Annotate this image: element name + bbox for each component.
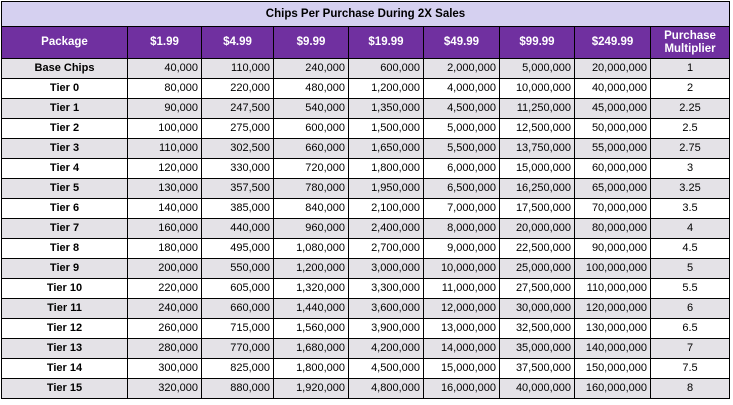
chips-cell: 770,000 bbox=[202, 339, 274, 359]
column-header-price-99-99: $99.99 bbox=[500, 27, 575, 59]
chips-cell: 840,000 bbox=[274, 199, 349, 219]
chips-cell: 2,100,000 bbox=[349, 199, 424, 219]
table-row bbox=[2, 179, 730, 199]
chips-cell: 30,000,000 bbox=[500, 299, 575, 319]
chips-cell: 90,000,000 bbox=[575, 239, 651, 259]
chips-cell: 22,500,000 bbox=[500, 239, 575, 259]
chips-cell: 70,000,000 bbox=[575, 199, 651, 219]
chips-cell: 550,000 bbox=[202, 259, 274, 279]
chips-cell: 600,000 bbox=[274, 119, 349, 139]
table-row bbox=[2, 59, 730, 79]
chips-cell: 660,000 bbox=[274, 139, 349, 159]
chips-cell: 12,000,000 bbox=[424, 299, 500, 319]
chips-cell: 7,000,000 bbox=[424, 199, 500, 219]
column-header-price-4-99: $4.99 bbox=[202, 27, 274, 59]
package-cell: Tier 3 bbox=[2, 139, 128, 159]
chips-cell: 14,000,000 bbox=[424, 339, 500, 359]
package-cell: Tier 2 bbox=[2, 119, 128, 139]
table-row bbox=[2, 219, 730, 239]
multiplier-cell: 5.5 bbox=[651, 279, 730, 299]
multiplier-cell: 2.25 bbox=[651, 99, 730, 119]
chips-cell: 13,000,000 bbox=[424, 319, 500, 339]
package-cell: Base Chips bbox=[2, 59, 128, 79]
chips-cell: 15,000,000 bbox=[500, 159, 575, 179]
multiplier-cell: 2.5 bbox=[651, 119, 730, 139]
chips-cell: 1,350,000 bbox=[349, 99, 424, 119]
chips-cell: 65,000,000 bbox=[575, 179, 651, 199]
package-cell: Tier 15 bbox=[2, 379, 128, 399]
table-row bbox=[2, 299, 730, 319]
chips-cell: 540,000 bbox=[274, 99, 349, 119]
multiplier-cell: 5 bbox=[651, 259, 730, 279]
chips-cell: 357,500 bbox=[202, 179, 274, 199]
chips-per-purchase-table bbox=[1, 1, 730, 399]
package-cell: Tier 4 bbox=[2, 159, 128, 179]
multiplier-cell: 7 bbox=[651, 339, 730, 359]
multiplier-cell: 2 bbox=[651, 79, 730, 99]
header-row bbox=[2, 27, 730, 59]
chips-cell: 320,000 bbox=[128, 379, 202, 399]
chips-cell: 35,000,000 bbox=[500, 339, 575, 359]
chips-cell: 160,000,000 bbox=[575, 379, 651, 399]
table-row bbox=[2, 339, 730, 359]
chips-cell: 220,000 bbox=[128, 279, 202, 299]
chips-cell: 330,000 bbox=[202, 159, 274, 179]
chips-cell: 13,750,000 bbox=[500, 139, 575, 159]
chips-cell: 27,500,000 bbox=[500, 279, 575, 299]
multiplier-cell: 4.5 bbox=[651, 239, 730, 259]
chips-cell: 3,900,000 bbox=[349, 319, 424, 339]
chips-cell: 5,500,000 bbox=[424, 139, 500, 159]
chips-cell: 110,000 bbox=[202, 59, 274, 79]
chips-cell: 480,000 bbox=[274, 79, 349, 99]
multiplier-cell: 3 bbox=[651, 159, 730, 179]
table-row bbox=[2, 319, 730, 339]
table-body bbox=[2, 59, 730, 399]
table-row bbox=[2, 119, 730, 139]
chips-cell: 50,000,000 bbox=[575, 119, 651, 139]
package-cell: Tier 6 bbox=[2, 199, 128, 219]
table-row bbox=[2, 199, 730, 219]
chips-cell: 780,000 bbox=[274, 179, 349, 199]
chips-cell: 80,000,000 bbox=[575, 219, 651, 239]
chips-cell: 240,000 bbox=[274, 59, 349, 79]
table-row bbox=[2, 239, 730, 259]
chips-cell: 1,950,000 bbox=[349, 179, 424, 199]
table-title: Chips Per Purchase During 2X Sales bbox=[2, 2, 730, 27]
chips-cell: 1,920,000 bbox=[274, 379, 349, 399]
chips-cell: 280,000 bbox=[128, 339, 202, 359]
chips-cell: 130,000,000 bbox=[575, 319, 651, 339]
chips-cell: 825,000 bbox=[202, 359, 274, 379]
chips-cell: 605,000 bbox=[202, 279, 274, 299]
chips-cell: 130,000 bbox=[128, 179, 202, 199]
chips-cell: 880,000 bbox=[202, 379, 274, 399]
chips-cell: 16,000,000 bbox=[424, 379, 500, 399]
chips-cell: 60,000,000 bbox=[575, 159, 651, 179]
chips-cell: 16,250,000 bbox=[500, 179, 575, 199]
column-header-price-49-99: $49.99 bbox=[424, 27, 500, 59]
chips-cell: 440,000 bbox=[202, 219, 274, 239]
chips-cell: 247,500 bbox=[202, 99, 274, 119]
chips-cell: 100,000,000 bbox=[575, 259, 651, 279]
chips-cell: 10,000,000 bbox=[424, 259, 500, 279]
chips-cell: 1,560,000 bbox=[274, 319, 349, 339]
chips-cell: 5,000,000 bbox=[500, 59, 575, 79]
chips-cell: 1,800,000 bbox=[349, 159, 424, 179]
table-row bbox=[2, 159, 730, 179]
chips-cell: 1,680,000 bbox=[274, 339, 349, 359]
chips-cell: 11,000,000 bbox=[424, 279, 500, 299]
package-cell: Tier 5 bbox=[2, 179, 128, 199]
chips-cell: 150,000,000 bbox=[575, 359, 651, 379]
chips-cell: 2,700,000 bbox=[349, 239, 424, 259]
chips-cell: 15,000,000 bbox=[424, 359, 500, 379]
chips-cell: 1,800,000 bbox=[274, 359, 349, 379]
chips-cell: 17,500,000 bbox=[500, 199, 575, 219]
chips-cell: 302,500 bbox=[202, 139, 274, 159]
chips-cell: 1,650,000 bbox=[349, 139, 424, 159]
chips-cell: 20,000,000 bbox=[500, 219, 575, 239]
chips-cell: 120,000 bbox=[128, 159, 202, 179]
chips-cell: 4,800,000 bbox=[349, 379, 424, 399]
chips-cell: 5,000,000 bbox=[424, 119, 500, 139]
package-cell: Tier 0 bbox=[2, 79, 128, 99]
chips-cell: 1,500,000 bbox=[349, 119, 424, 139]
chips-cell: 120,000,000 bbox=[575, 299, 651, 319]
chips-cell: 1,200,000 bbox=[349, 79, 424, 99]
chips-cell: 200,000 bbox=[128, 259, 202, 279]
package-cell: Tier 13 bbox=[2, 339, 128, 359]
package-cell: Tier 7 bbox=[2, 219, 128, 239]
chips-cell: 715,000 bbox=[202, 319, 274, 339]
table-row bbox=[2, 79, 730, 99]
chips-cell: 960,000 bbox=[274, 219, 349, 239]
package-cell: Tier 14 bbox=[2, 359, 128, 379]
chips-cell: 80,000 bbox=[128, 79, 202, 99]
chips-cell: 720,000 bbox=[274, 159, 349, 179]
chips-cell: 110,000,000 bbox=[575, 279, 651, 299]
chips-cell: 8,000,000 bbox=[424, 219, 500, 239]
chips-cell: 220,000 bbox=[202, 79, 274, 99]
chips-cell: 9,000,000 bbox=[424, 239, 500, 259]
chips-cell: 20,000,000 bbox=[575, 59, 651, 79]
chips-cell: 40,000,000 bbox=[500, 379, 575, 399]
chips-cell: 32,500,000 bbox=[500, 319, 575, 339]
chips-cell: 140,000 bbox=[128, 199, 202, 219]
chips-cell: 55,000,000 bbox=[575, 139, 651, 159]
chips-cell: 40,000,000 bbox=[575, 79, 651, 99]
multiplier-cell: 6 bbox=[651, 299, 730, 319]
chips-cell: 11,250,000 bbox=[500, 99, 575, 119]
table-row bbox=[2, 359, 730, 379]
chips-cell: 3,000,000 bbox=[349, 259, 424, 279]
table-row bbox=[2, 139, 730, 159]
chips-cell: 1,440,000 bbox=[274, 299, 349, 319]
chips-cell: 4,200,000 bbox=[349, 339, 424, 359]
chips-cell: 160,000 bbox=[128, 219, 202, 239]
chips-cell: 300,000 bbox=[128, 359, 202, 379]
chips-cell: 260,000 bbox=[128, 319, 202, 339]
chips-cell: 110,000 bbox=[128, 139, 202, 159]
chips-cell: 385,000 bbox=[202, 199, 274, 219]
chips-table-container bbox=[1, 1, 729, 399]
multiplier-cell: 2.75 bbox=[651, 139, 730, 159]
chips-cell: 45,000,000 bbox=[575, 99, 651, 119]
chips-cell: 495,000 bbox=[202, 239, 274, 259]
chips-cell: 1,320,000 bbox=[274, 279, 349, 299]
chips-cell: 4,500,000 bbox=[349, 359, 424, 379]
chips-cell: 12,500,000 bbox=[500, 119, 575, 139]
chips-cell: 600,000 bbox=[349, 59, 424, 79]
chips-cell: 4,500,000 bbox=[424, 99, 500, 119]
chips-cell: 240,000 bbox=[128, 299, 202, 319]
chips-cell: 40,000 bbox=[128, 59, 202, 79]
chips-cell: 660,000 bbox=[202, 299, 274, 319]
table-row bbox=[2, 279, 730, 299]
column-header-price-9-99: $9.99 bbox=[274, 27, 349, 59]
chips-cell: 140,000,000 bbox=[575, 339, 651, 359]
chips-cell: 275,000 bbox=[202, 119, 274, 139]
column-header-price-19-99: $19.99 bbox=[349, 27, 424, 59]
chips-cell: 10,000,000 bbox=[500, 79, 575, 99]
chips-cell: 2,400,000 bbox=[349, 219, 424, 239]
multiplier-cell: 3.5 bbox=[651, 199, 730, 219]
chips-cell: 3,300,000 bbox=[349, 279, 424, 299]
multiplier-cell: 7.5 bbox=[651, 359, 730, 379]
column-header-package: Package bbox=[2, 27, 128, 59]
table-row bbox=[2, 379, 730, 399]
package-cell: Tier 10 bbox=[2, 279, 128, 299]
chips-cell: 6,500,000 bbox=[424, 179, 500, 199]
chips-cell: 37,500,000 bbox=[500, 359, 575, 379]
column-header-purchase-multiplier: Purchase Multiplier bbox=[651, 27, 730, 59]
chips-cell: 90,000 bbox=[128, 99, 202, 119]
multiplier-cell: 6.5 bbox=[651, 319, 730, 339]
package-cell: Tier 9 bbox=[2, 259, 128, 279]
table-row bbox=[2, 259, 730, 279]
multiplier-cell: 3.25 bbox=[651, 179, 730, 199]
chips-cell: 4,000,000 bbox=[424, 79, 500, 99]
table-row bbox=[2, 99, 730, 119]
package-cell: Tier 1 bbox=[2, 99, 128, 119]
chips-cell: 1,200,000 bbox=[274, 259, 349, 279]
package-cell: Tier 8 bbox=[2, 239, 128, 259]
chips-cell: 1,080,000 bbox=[274, 239, 349, 259]
chips-cell: 6,000,000 bbox=[424, 159, 500, 179]
package-cell: Tier 12 bbox=[2, 319, 128, 339]
chips-cell: 3,600,000 bbox=[349, 299, 424, 319]
multiplier-cell: 8 bbox=[651, 379, 730, 399]
chips-cell: 100,000 bbox=[128, 119, 202, 139]
multiplier-cell: 1 bbox=[651, 59, 730, 79]
chips-cell: 2,000,000 bbox=[424, 59, 500, 79]
column-header-price-249-99: $249.99 bbox=[575, 27, 651, 59]
column-header-price-1-99: $1.99 bbox=[128, 27, 202, 59]
chips-cell: 180,000 bbox=[128, 239, 202, 259]
package-cell: Tier 11 bbox=[2, 299, 128, 319]
multiplier-cell: 4 bbox=[651, 219, 730, 239]
chips-cell: 25,000,000 bbox=[500, 259, 575, 279]
